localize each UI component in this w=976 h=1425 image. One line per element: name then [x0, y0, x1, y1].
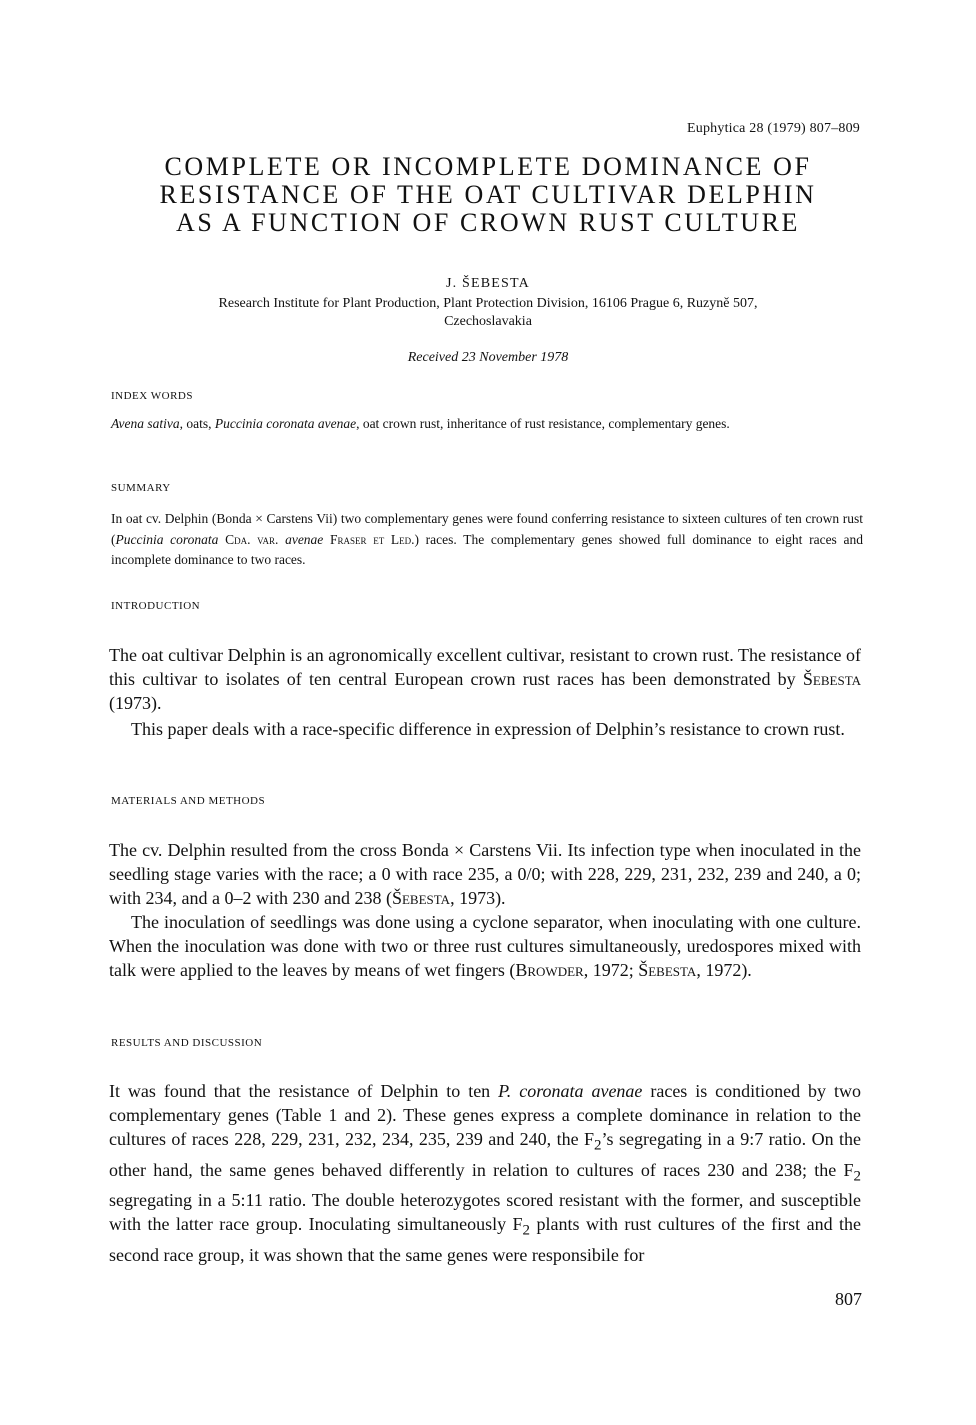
paper-title — [108, 153, 868, 237]
affiliation-line-1: Research Institute for Plant Production, Plant Protection Division, 16106 Prague 6, Ruzyně 507, — [218, 296, 758, 311]
journal-reference: Euphytica 28 (1979) 807–809 — [687, 121, 860, 136]
citation: Browder — [515, 960, 584, 980]
citation: Šebesta — [391, 888, 451, 908]
introduction-paragraph-2: This paper deals with a race-specific difference in expression of Delphin’s resistance to crown rust. — [131, 719, 845, 739]
summary-heading: SUMMARY — [111, 482, 171, 494]
methods-paragraph-2: The inoculation of seedlings was done using a cyclone separator, when inoculating with one culture. When the inoculation was done with two or three rust cultures simultaneously, uredospores mixed with talk were applied to the leaves by means of wet fingers (Browder, 1972; Šebesta, 1972). — [109, 912, 861, 980]
methods-paragraph-1: The cv. Delphin resulted from the cross Bonda × Carstens Vii. Its infection type when inoculated in the seedling stage varies with the race; a 0 with race 235, a 0/0; with 228, 229, 231, 232, 239 and 240, a 0; with 234, and a 0–2 with 230 and 238 (Šebesta, 1973). — [109, 840, 861, 908]
citation: Šebesta — [802, 669, 861, 689]
index-term-puccinia: Puccinia coronata avenae — [214, 416, 357, 431]
author-name: J. ŠEBESTA — [445, 276, 530, 291]
introduction-heading: INTRODUCTION — [111, 600, 201, 612]
index-words-text: Avena sativa, oats, Puccinia coronata avenae, oat crown rust, inheritance of rust resistance, complementary genes. — [111, 416, 730, 431]
introduction-paragraph-1: The oat cultivar Delphin is an agronomically excellent cultivar, resistant to crown rust. The resistance of this cultivar to isolates of ten central European crown rust races has been demonstrated by Šebesta (1973). — [109, 645, 861, 713]
summary-text: In oat cv. Delphin (Bonda × Carstens Vii) two complementary genes were found conferring resistance to sixteen cultures of ten crown rust (Puccinia coronata Cda. var. avenae Fraser et Led.) races. The complementary genes showed full dominance to eight races and incomplete dominance to two races. — [111, 511, 863, 567]
methods-heading: MATERIALS AND METHODS — [111, 795, 266, 807]
received-date: Received 23 November 1978 — [407, 350, 569, 365]
title-line-2: RESISTANCE OF THE OAT CULTIVAR DELPHIN — [159, 180, 817, 209]
index-words-heading: INDEX WORDS — [111, 390, 193, 402]
title-line-3: AS A FUNCTION OF CROWN RUST CULTURE — [175, 208, 801, 237]
results-heading: RESULTS AND DISCUSSION — [111, 1037, 263, 1049]
page-number: 807 — [835, 1289, 862, 1309]
citation: Šebesta — [638, 960, 697, 980]
title-line-1: COMPLETE OR INCOMPLETE DOMINANCE OF — [164, 152, 812, 181]
results-paragraph-1: It was found that the resistance of Delphin to ten P. coronata avenae races is conditioned by two complementary genes (Table 1 and 2). These genes express a complete dominance in relation to the cultures of races 228, 229, 231, 232, 234, 235, 239 and 240, the $F_2’s$ segregating in a 9:7 ratio. On the other hand, the same genes behaved differently in relation to cultures of races 230 and 238; the $F_2$ segregating in a 5:11 ratio. The double heterozygotes scored resistant with the former, and susceptible with the latter race group. Inoculating simultaneously $F_2$ plants with rust cultures of the first and the second race group, it was shown that the same genes were responsibile for — [109, 1081, 862, 1265]
author-affiliation — [108, 295, 868, 331]
index-term-avena: Avena sativa — [111, 416, 180, 431]
affiliation-line-2: Czechoslavakia — [444, 314, 532, 329]
